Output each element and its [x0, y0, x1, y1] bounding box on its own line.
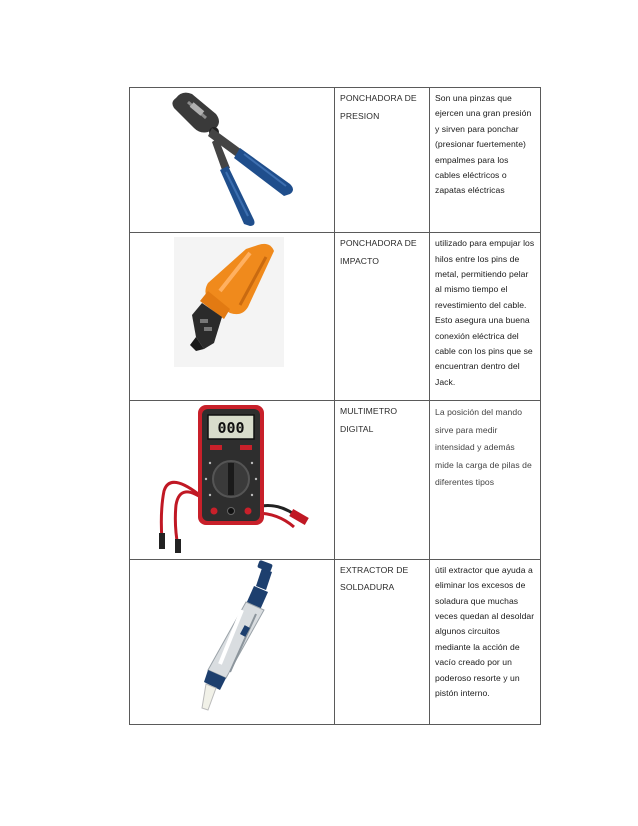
tool-name-cell	[335, 559, 430, 724]
tool-description-cell	[430, 401, 541, 559]
table-row	[130, 559, 541, 724]
tool-description: utilizado para empujar los hilos entre los pins de metal, permitiendo pelar al mismo tiempo el revestimiento del cable. Esto asegura una buena conexión eléctrica del cable con los pins que se encuentran dentro del Jack.	[435, 238, 535, 387]
tool-description: útil extractor que ayuda a eliminar los excesos de soladura que muchas veces quedan al desoldar algunos circuitos mediante la acción de vacío creado por un poderoso resorte y un pistón interno.	[435, 564, 535, 698]
desoldering-pump-image	[130, 560, 334, 725]
tool-name-cell	[335, 88, 430, 233]
punch-down-tool-image	[130, 233, 334, 401]
tool-name: PONCHADORA DE IMPACTO	[340, 238, 417, 266]
digital-multimeter-image	[130, 401, 334, 559]
tool-name: MULTIMETRO DIGITAL	[340, 406, 398, 434]
tools-table	[129, 87, 541, 725]
table-row	[130, 88, 541, 233]
tool-description-cell	[430, 88, 541, 233]
tool-description: Son una pinzas que ejercen una gran presión y sirven para ponchar (presionar fuertemente) empalmes para los cables eléctricos o zapatas eléctricas	[435, 93, 532, 196]
tool-description-cell	[430, 559, 541, 724]
tool-description: La posición del mando sirve para medir intensidad y además mide la carga de pilas de diferentes tipos	[435, 407, 532, 488]
image-cell	[130, 559, 335, 724]
multimeter-display: 000	[217, 419, 245, 438]
image-cell	[130, 401, 335, 559]
table-row	[130, 401, 541, 559]
tool-name: EXTRACTOR DE SOLDADURA	[340, 564, 409, 593]
tool-name-cell	[335, 401, 430, 559]
table-row	[130, 233, 541, 401]
tool-description-cell	[430, 233, 541, 401]
image-cell	[130, 88, 335, 233]
tool-name: PONCHADORA DE PRESION	[340, 93, 417, 121]
crimping-tool-image	[130, 88, 334, 233]
image-cell	[130, 233, 335, 401]
tool-name-cell	[335, 233, 430, 401]
